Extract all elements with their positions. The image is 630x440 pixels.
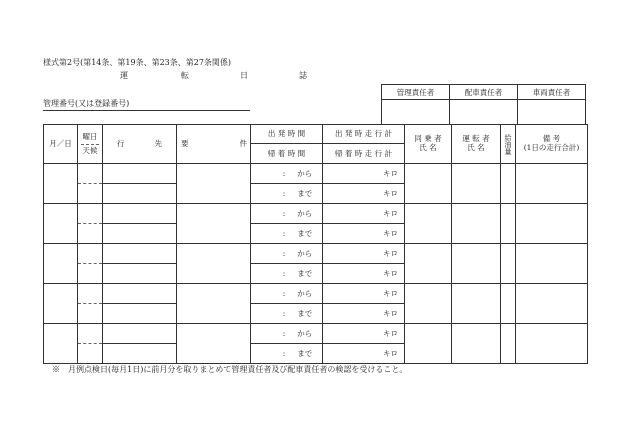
cell-weekday[interactable] — [78, 204, 103, 224]
header-driver-2: 氏 名 — [467, 143, 485, 152]
header-weekday-weather — [78, 125, 103, 164]
cell-return-time[interactable]: : まで — [251, 184, 323, 204]
header-return-odo: 帰 着 時 走 行 計 — [335, 149, 392, 158]
cell-return-odo[interactable]: キロ — [323, 184, 405, 204]
cell-destination[interactable] — [103, 164, 177, 184]
entry-row — [44, 324, 588, 344]
cell-weather[interactable] — [78, 344, 103, 364]
title-char-4: 誌 — [299, 71, 307, 80]
cell-passenger[interactable] — [405, 284, 452, 324]
entry-row — [44, 204, 588, 224]
header-driver-1: 運 転 者 — [462, 134, 490, 144]
cell-destination-2[interactable] — [103, 224, 177, 244]
cell-remarks[interactable] — [516, 204, 588, 244]
cell-depart-time[interactable]: : から — [251, 284, 323, 304]
header-return-time: 帰 着 時 間 — [267, 149, 306, 158]
cell-depart-time[interactable]: : から — [251, 164, 323, 184]
cell-depart-odo[interactable]: キロ — [323, 244, 405, 264]
cell-destination-2[interactable] — [103, 184, 177, 204]
approval-stamp-vehicle[interactable] — [518, 100, 586, 125]
cell-passenger[interactable] — [405, 244, 452, 284]
cell-return-time[interactable]: : まで — [251, 224, 323, 244]
cell-return-odo[interactable]: キロ — [323, 224, 405, 244]
cell-depart-odo[interactable]: キロ — [323, 164, 405, 184]
cell-driver[interactable] — [452, 284, 501, 324]
cell-return-odo[interactable]: キロ — [323, 264, 405, 284]
header-depart-odo: 出 発 時 走 行 計 — [323, 125, 404, 144]
header-driver — [452, 125, 501, 164]
cell-fuel[interactable] — [501, 324, 516, 364]
cell-weekday[interactable] — [78, 244, 103, 264]
cell-fuel[interactable] — [501, 164, 516, 204]
header-passenger — [405, 125, 452, 164]
header-remarks-1: 備 考 — [542, 134, 561, 144]
cell-month-day[interactable] — [44, 284, 78, 324]
header-remarks-2: (1日の走行合計) — [523, 143, 580, 152]
cell-fuel[interactable] — [501, 244, 516, 284]
header-row — [44, 125, 588, 164]
entry-row — [44, 244, 588, 264]
cell-depart-time[interactable]: : から — [251, 244, 323, 264]
cell-depart-odo[interactable]: キロ — [323, 284, 405, 304]
cell-driver[interactable] — [452, 324, 501, 364]
header-dest-char-1: 行 — [117, 138, 125, 148]
cell-destination[interactable] — [103, 204, 177, 224]
cell-destination[interactable] — [103, 244, 177, 264]
mgmt-number-label: 管理番号(又は登録番号) — [43, 99, 130, 108]
title-char-2: 転 — [181, 71, 189, 80]
header-purpose-char-2: 件 — [239, 138, 247, 148]
cell-purpose[interactable] — [177, 284, 251, 324]
cell-return-time[interactable]: : まで — [251, 344, 323, 364]
driving-log-table — [43, 124, 588, 364]
approval-label-mgmt: 管理責任者 — [382, 85, 450, 100]
cell-purpose[interactable] — [177, 324, 251, 364]
header-dest-char-2: 先 — [154, 138, 162, 148]
cell-remarks[interactable] — [516, 324, 588, 364]
approval-label-vehicle: 車両責任者 — [518, 85, 586, 100]
form-id: 様式第2号(第14条、第19条、第23条、第27条関係) — [43, 58, 232, 67]
cell-purpose[interactable] — [177, 204, 251, 244]
approval-table — [381, 84, 586, 125]
cell-month-day[interactable] — [44, 324, 78, 364]
cell-return-odo[interactable]: キロ — [323, 304, 405, 324]
cell-month-day[interactable] — [44, 164, 78, 204]
cell-weekday[interactable] — [78, 284, 103, 304]
approval-stamp-mgmt[interactable] — [382, 100, 450, 125]
cell-driver[interactable] — [452, 164, 501, 204]
cell-remarks[interactable] — [516, 284, 588, 324]
header-passenger-2: 氏 名 — [419, 143, 437, 152]
header-weekday-separator — [81, 144, 99, 145]
cell-remarks[interactable] — [516, 244, 588, 284]
cell-passenger[interactable] — [405, 204, 452, 244]
cell-driver[interactable] — [452, 204, 501, 244]
header-weekday: 曜日 — [82, 131, 98, 141]
cell-weekday[interactable] — [78, 164, 103, 184]
cell-month-day[interactable] — [44, 244, 78, 284]
cell-weather[interactable] — [78, 264, 103, 284]
cell-purpose[interactable] — [177, 244, 251, 284]
cell-month-day[interactable] — [44, 204, 78, 244]
cell-passenger[interactable] — [405, 324, 452, 364]
cell-depart-odo[interactable]: キロ — [323, 324, 405, 344]
header-odometer — [323, 125, 405, 164]
cell-destination-2[interactable] — [103, 304, 177, 324]
entry-row — [44, 164, 588, 184]
approval-stamp-dispatch[interactable] — [450, 100, 518, 125]
cell-weather[interactable] — [78, 224, 103, 244]
cell-passenger[interactable] — [405, 164, 452, 204]
cell-purpose[interactable] — [177, 164, 251, 204]
header-purpose-char-1: 要 — [181, 138, 189, 148]
approval-label-dispatch: 配車責任者 — [450, 85, 518, 100]
header-destination — [103, 125, 177, 164]
entry-row — [44, 284, 588, 304]
cell-destination[interactable] — [103, 324, 177, 344]
mgmt-number-line[interactable] — [43, 110, 250, 111]
cell-return-time[interactable]: : まで — [251, 264, 323, 284]
cell-destination[interactable] — [103, 284, 177, 304]
header-purpose — [177, 125, 251, 164]
cell-depart-odo[interactable]: キロ — [323, 204, 405, 224]
cell-destination-2[interactable] — [103, 264, 177, 284]
cell-depart-time[interactable]: : から — [251, 324, 323, 344]
cell-remarks[interactable] — [516, 164, 588, 204]
cell-destination-2[interactable] — [103, 344, 177, 364]
cell-depart-time[interactable]: : から — [251, 204, 323, 224]
cell-return-odo[interactable]: キロ — [323, 344, 405, 364]
cell-weather[interactable] — [78, 184, 103, 204]
title-char-1: 運 — [120, 71, 128, 80]
cell-fuel[interactable] — [501, 284, 516, 324]
header-month-day: 月／日 — [44, 125, 78, 164]
cell-fuel[interactable] — [501, 204, 516, 244]
header-times — [251, 125, 323, 164]
cell-weather[interactable] — [78, 304, 103, 324]
title-char-3: 日 — [240, 71, 248, 80]
header-fuel: 給油量 — [501, 125, 516, 164]
cell-weekday[interactable] — [78, 324, 103, 344]
header-remarks — [516, 125, 588, 164]
header-weather: 天候 — [82, 145, 98, 155]
cell-return-time[interactable]: : まで — [251, 304, 323, 324]
cell-driver[interactable] — [452, 244, 501, 284]
footnote: ※ 月例点検日(毎月1日)に前月分を取りまとめて管理責任者及び配車責任者の検認を受けること。 — [52, 365, 408, 374]
header-passenger-1: 同 乗 者 — [414, 134, 442, 144]
header-depart-time: 出 発 時 間 — [251, 125, 322, 144]
